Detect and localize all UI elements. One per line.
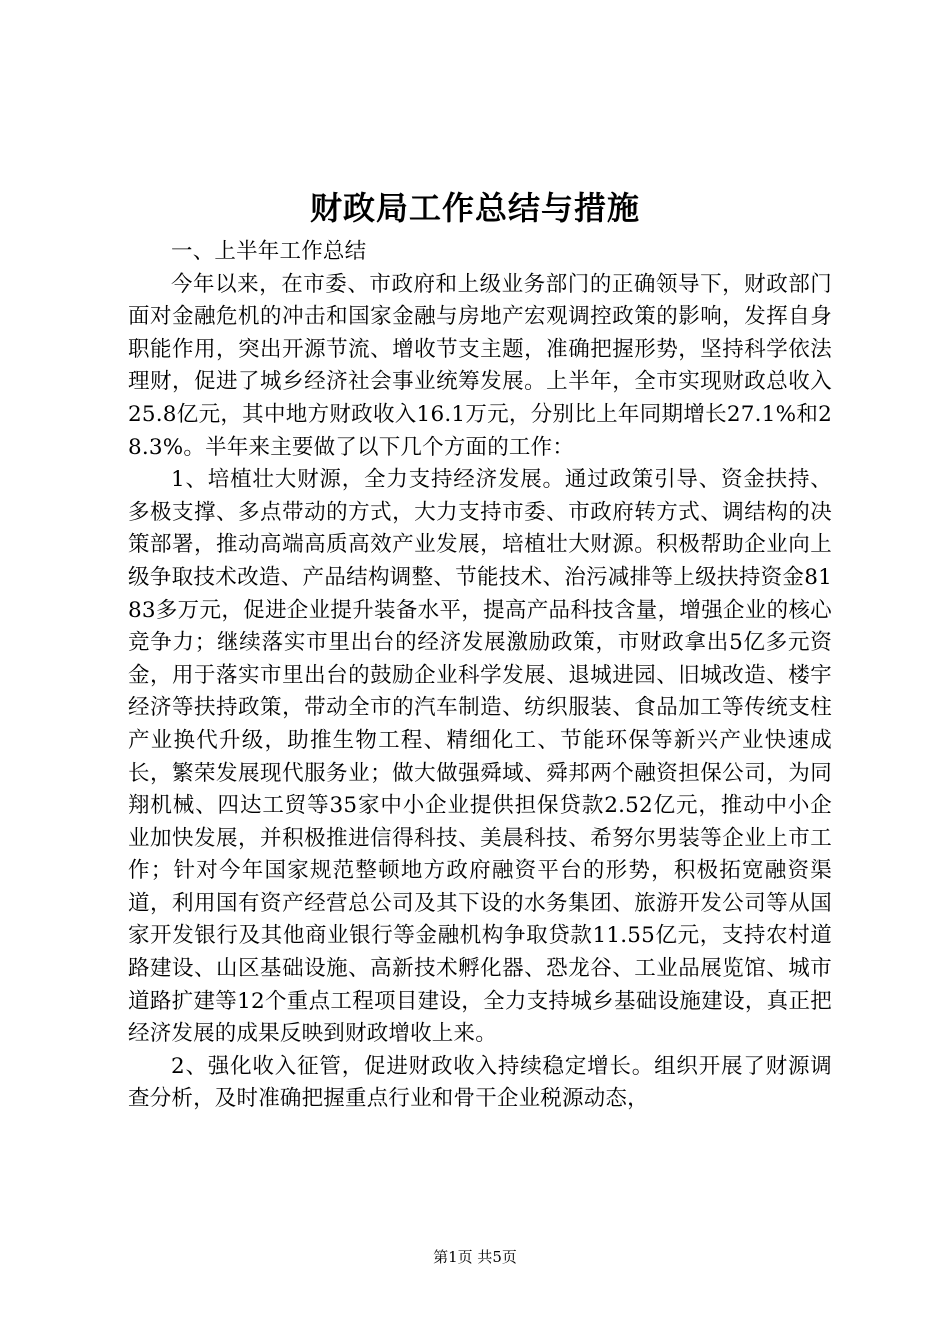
document-title: 财政局工作总结与措施 (309, 189, 640, 227)
document-body (128, 236, 832, 1116)
section-heading: 一、上半年工作总结 (171, 239, 367, 264)
paragraph-intro: 今年以来，在市委、市政府和上级业务部门的正确领导下，财政部门面对金融危机的冲击和国家金融与房地产宏观调控政策的影响，发挥自身职能作用，突出开源节流、增收节支主题，准确把握形势，坚持科学依法理财，促进了城乡经济社会事业统筹发展。上半年，全市实现财政总收入25.8亿元，其中地方财政收入16.1万元，分别比上年同期增长27.1%和28.3%。半年来主要做了以下几个方面的工作： (128, 271, 832, 460)
page-footer: 第1页 共5页 (433, 1248, 517, 1266)
paragraph-item-1: 1、培植壮大财源，全力支持经济发展。通过政策引导、资金扶持、多极支撑、多点带动的方式，大力支持市委、市政府转方式、调结构的决策部署，推动高端高质高效产业发展，培植壮大财源。积极帮助企业向上级争取技术改造、产品结构调整、节能技术、治污减排等上级扶持资金8183多万元，促进企业提升装备水平，提高产品科技含量，增强企业的核心竞争力；继续落实市里出台的经济发展激励政策，市财政拿出5亿多元资金，用于落实市里出台的鼓励企业科学发展、退城进园、旧城改造、楼宇经济等扶持政策，带动全市的汽车制造、纺织服装、食品加工等传统支柱产业换代升级，助推生物工程、精细化工、节能环保等新兴产业快速成长，繁荣发展现代服务业；做大做强舜域、舜邦两个融资担保公司，为同翔机械、四达工贸等35家中小企业提供担保贷款2.52亿元，推动中小企业加快发展，并积极推进信得科技、美晨科技、希努尔男装等企业上市工作；针对今年国家规范整顿地方政府融资平台的形势，积极拓宽融资渠道，利用国有资产经营总公司及其下设的水务集团、旅游开发公司等从国家开发银行及其他商业银行等金融机构争取贷款11.55亿元，支持农村道路建设、山区基础设施、高新技术孵化器、恐龙谷、工业品展览馆、城市道路扩建等12个重点工程项目建设，全力支持城乡基础设施建设，真正把经济发展的成果反映到财政增收上来。 (128, 467, 832, 1047)
paragraph-item-2: 2、强化收入征管，促进财政收入持续稳定增长。组织开展了财源调查分析，及时准确把握重点行业和骨干企业税源动态， (128, 1053, 832, 1112)
